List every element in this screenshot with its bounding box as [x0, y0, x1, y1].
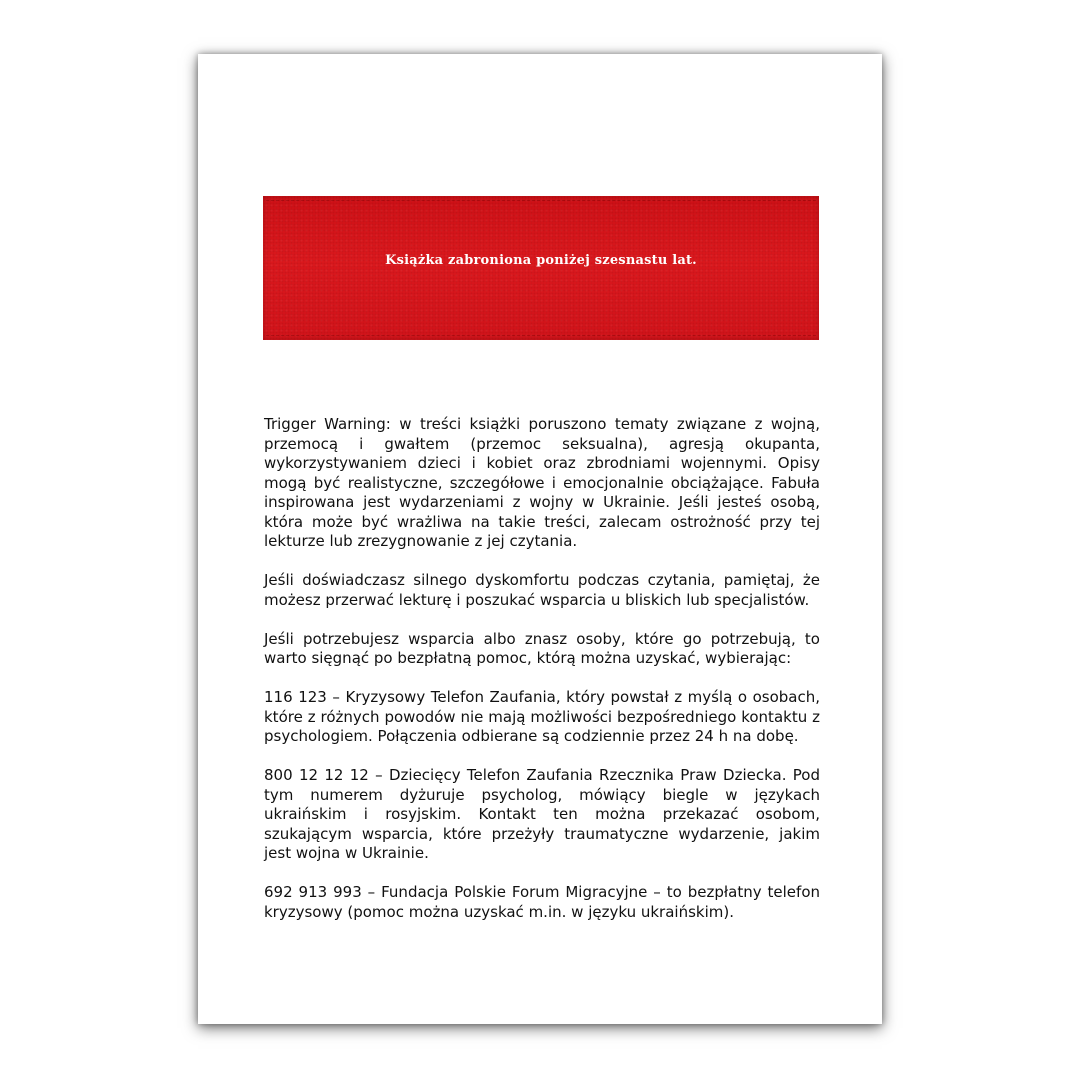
- paragraph-helpline-800121212: 800 12 12 12 – Dziecięcy Telefon Zaufania Rzecznika Praw Dziecka. Pod tym numerem dyżuruje psycholog, mówiący biegle w językach ukraińskim i rosyjskim. Kontakt ten można przekazać osobom, szukającym wsparcia, które przeżyły traumatyczne wydarzenie, jakim jest wojna w Ukrainie.: [264, 766, 820, 862]
- banner-text: Książka zabroniona poniżej szesnastu lat.: [385, 252, 697, 268]
- age-restriction-banner: [263, 196, 819, 340]
- paragraph-support-intro: Jeśli potrzebujesz wsparcia albo znasz osoby, które go potrzebują, to warto sięgnąć po bezpłatną pomoc, którą można uzyskać, wybierając:: [264, 629, 820, 667]
- paragraph-discomfort: Jeśli doświadczasz silnego dyskomfortu podczas czytania, pamiętaj, że możesz przerwać lekturę i poszukać wsparcia u bliskich lub specjalistów.: [264, 571, 820, 609]
- paragraph-helpline-692913993: 692 913 993 – Fundacja Polskie Forum Migracyjne – to bezpłatny telefon kryzysowy (pomoc można uzyskać m.in. w języku ukraińskim).: [264, 883, 820, 921]
- book-page: [198, 54, 882, 1024]
- trigger-warning-text: [264, 415, 820, 922]
- paragraph-helpline-116123: 116 123 – Kryzysowy Telefon Zaufania, który powstał z myślą o osobach, które z różnych powodów nie mają możliwości bezpośredniego kontaktu z psychologiem. Połączenia odbierane są codziennie przez 24 h na dobę.: [264, 688, 820, 745]
- paragraph-trigger-warning: Trigger Warning: w treści książki poruszono tematy związane z wojną, przemocą i gwałtem (przemoc seksualna), agresją okupanta, wykorzystywaniem dzieci i kobiet oraz zbrodniami wojennymi. Opisy mogą być realistyczne, szczegółowe i emocjonalnie obciążające. Fabuła inspirowana jest wydarzeniami z wojny w Ukrainie. Jeśli jesteś osobą, która może być wrażliwa na takie treści, zalecam ostrożność przy tej lekturze lub zrezygnowanie z jej czytania.: [264, 415, 820, 550]
